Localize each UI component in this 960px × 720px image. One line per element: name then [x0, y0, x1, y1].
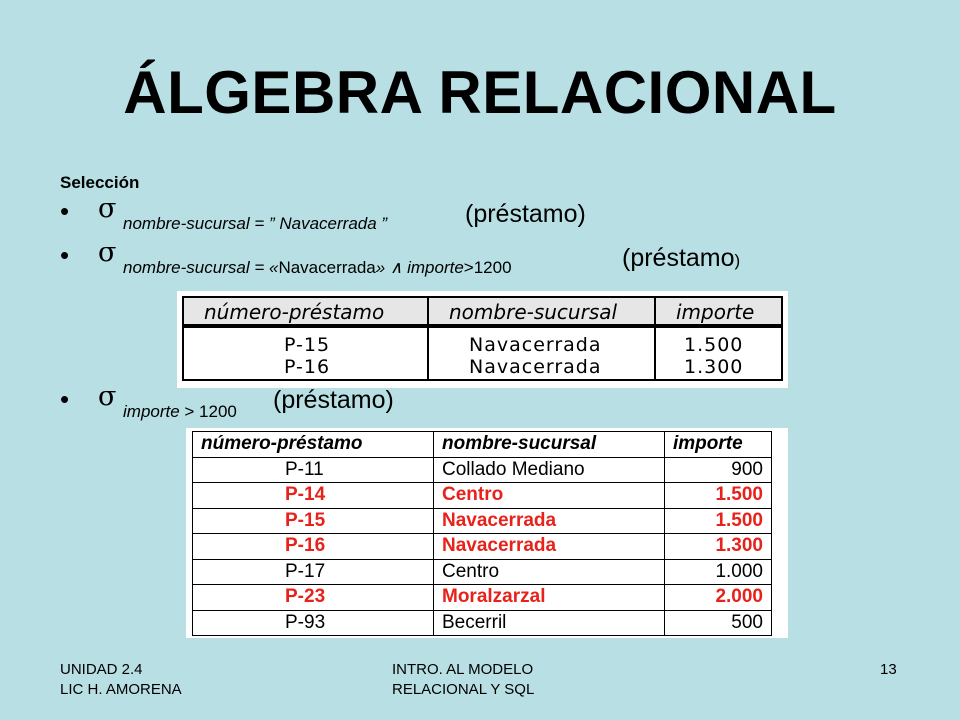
slide-title: ÁLGEBRA RELACIONAL: [123, 59, 837, 126]
table-cell: P-14: [193, 483, 434, 509]
column-divider: [427, 298, 429, 379]
footer-left: [60, 660, 182, 700]
sigma-symbol: σ: [98, 381, 117, 412]
selection-condition: [123, 402, 237, 422]
table-row: [193, 610, 772, 636]
table-cell: P-16: [284, 356, 331, 378]
table-row: [193, 559, 772, 585]
relation-name: (préstamo): [273, 386, 394, 414]
table-cell: Navacerrada: [469, 356, 602, 378]
table-cell: 2.000: [665, 585, 772, 611]
relation-part: (préstamo: [622, 244, 735, 272]
header-cell: importe: [665, 432, 772, 458]
table-row: [193, 508, 772, 534]
table-cell: 1.500: [665, 508, 772, 534]
table-cell: Navacerrada: [469, 334, 602, 356]
condition-part: >1200: [463, 258, 512, 277]
table-cell: 1.300: [684, 356, 744, 378]
header-cell: importe: [676, 300, 755, 324]
condition-part: importe: [123, 402, 180, 421]
header-cell: nombre-sucursal: [449, 300, 618, 324]
condition-part: > 1200: [179, 402, 237, 421]
table-cell: Collado Mediano: [434, 457, 665, 483]
loan-table: [192, 431, 772, 636]
table-cell: Centro: [434, 559, 665, 585]
table-cell: 1.500: [684, 334, 744, 356]
table-cell: P-11: [193, 457, 434, 483]
bullet-dot: •: [60, 196, 70, 226]
table-cell: P-15: [193, 508, 434, 534]
section-subtitle: Selección: [60, 173, 140, 192]
relation-name: (préstamo): [465, 200, 586, 228]
table-cell: P-15: [284, 334, 331, 356]
table-cell: Moralzarzal: [434, 585, 665, 611]
footer-center: [392, 660, 534, 700]
table-cell: P-16: [193, 534, 434, 560]
footer-course-line2: RELACIONAL Y SQL: [392, 681, 535, 698]
header-cell: nombre-sucursal: [434, 432, 665, 458]
selection-condition: [123, 258, 512, 278]
condition-text: nombre-sucursal = ” Navacerrada ”: [123, 214, 388, 233]
table-header-row: [193, 432, 772, 458]
table-row: [193, 483, 772, 509]
condition-part: » ∧: [375, 258, 408, 277]
relation-part: ): [734, 251, 741, 270]
condition-part: importe: [407, 258, 464, 277]
table-cell: Centro: [434, 483, 665, 509]
table-cell: Becerril: [434, 610, 665, 636]
table-cell: 500: [665, 610, 772, 636]
result-table-1: [177, 291, 788, 388]
sigma-symbol: σ: [98, 237, 117, 268]
page-number: 13: [880, 661, 897, 678]
table-cell: Navacerrada: [434, 534, 665, 560]
table-row: [193, 457, 772, 483]
footer-author: LIC H. AMORENA: [60, 681, 182, 698]
table-cell: 1.500: [665, 483, 772, 509]
table-frame: [182, 296, 783, 381]
table-row: [193, 585, 772, 611]
footer-course-line1: INTRO. AL MODELO: [392, 661, 534, 678]
sigma-symbol: σ: [98, 193, 117, 224]
table-row: [193, 534, 772, 560]
table-cell: P-17: [193, 559, 434, 585]
selection-condition: [123, 214, 387, 234]
relation-name: [622, 244, 740, 273]
table-cell: 900: [665, 457, 772, 483]
condition-part: Navacerrada: [278, 258, 376, 277]
bullet-dot: •: [60, 240, 70, 270]
table-cell: P-93: [193, 610, 434, 636]
footer-unit: UNIDAD 2.4: [60, 661, 143, 678]
table-cell: Navacerrada: [434, 508, 665, 534]
table-cell: 1.300: [665, 534, 772, 560]
column-divider: [654, 298, 656, 379]
condition-part: nombre-sucursal = «: [123, 258, 279, 277]
bullet-dot: •: [60, 384, 70, 414]
table-cell: P-23: [193, 585, 434, 611]
table-cell: 1.000: [665, 559, 772, 585]
header-cell: número-préstamo: [204, 300, 385, 324]
source-table: [186, 428, 788, 638]
header-cell: número-préstamo: [193, 432, 434, 458]
